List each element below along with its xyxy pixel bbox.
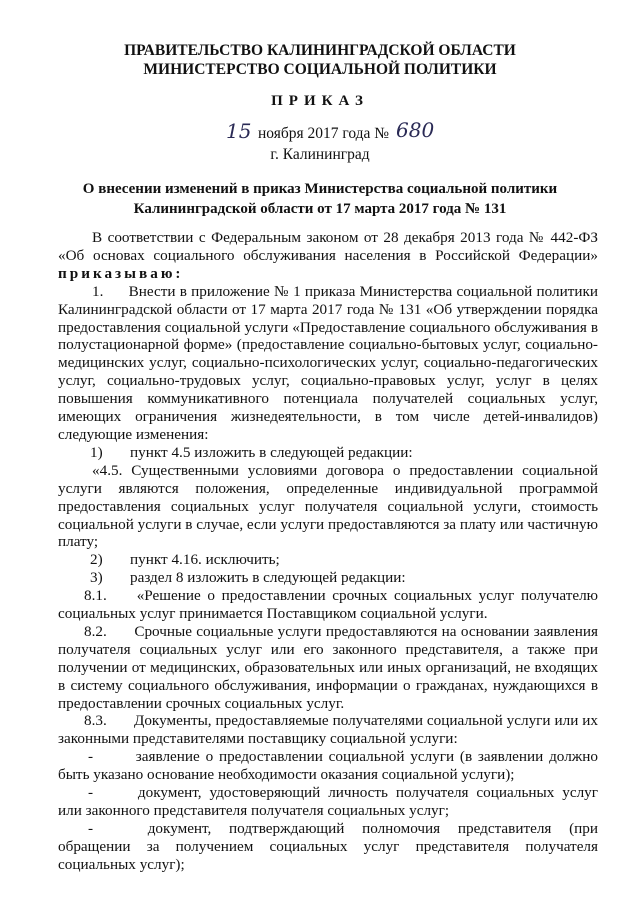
paragraph-8-1 (58, 587, 598, 623)
dash-item-3 (58, 820, 598, 874)
subitem-2-text: пункт 4.16. исключить; (130, 551, 280, 569)
ministry-name: МИНИСТЕРСТВО СОЦИАЛЬНОЙ ПОЛИТИКИ (143, 61, 497, 78)
paragraph-8-2-text: Срочные социальные услуги предоставляются на основании заявления получателя социальных услуг или его законного представителя, а также при получении от медицинских, образовательных или иных организаций, не входящих в систему социального обслуживания, информации о гражданах, нуждающихся в предоставлении срочных социальных услуг. (58, 622, 598, 712)
paragraph-1 (58, 283, 598, 444)
paragraph-8-3-number: 8.3. (84, 712, 107, 730)
date-text: ноября 2017 года № (258, 125, 390, 142)
dash-item-2 (58, 784, 598, 820)
city: г. Калининград (270, 146, 370, 163)
subitem-3 (58, 569, 598, 587)
paragraph-1-text: Внести в приложение № 1 приказа Министерства социальной политики Калининградской области от 17 марта 2017 года № 131 «Об утверждении порядка предоставления социальной услуги «Предоставление социального обслуживания в полустационарной форме» (предоставление социально-бытовых услуг, социально-медицинских услуг, социально-психологических услуг, социально-педагогических услуг, социально-трудовых услуг, социально-правовых услуг, услуг в целях повышения коммуникативного потенциала получателей социальных услуг, имеющих ограничения жизнедеятельности, в том числе детей-инвалидов) следующие изменения: (58, 282, 598, 443)
subitem-1-number: 1) (90, 443, 103, 461)
document-body (58, 229, 598, 874)
order-word: приказываю: (58, 264, 184, 282)
paragraph-1-number: 1. (92, 282, 104, 300)
subitem-1-text: пункт 4.5 изложить в следующей редакции: (130, 443, 413, 461)
paragraph-8-1-text: «Решение о предоставлении срочных социальных услуг получателю социальных услуг принимается Поставщиком социальной услуги. (58, 587, 599, 623)
government-name: ПРАВИТЕЛЬСТВО КАЛИНИНГРАДСКОЙ ОБЛАСТИ (124, 42, 516, 59)
dash-item-1 (58, 748, 598, 784)
paragraph-8-2 (58, 623, 598, 713)
subitem-2-number: 2) (90, 551, 103, 569)
dash-item-2-mark: - (88, 784, 94, 802)
preamble-text: В соответствии с Федеральным законом от 28 декабря 2013 года № 442-ФЗ «Об основах социального обслуживания населения в Российской Федерации» (58, 229, 598, 264)
title-line-2: Калининградской области от 17 марта 2017 года № 131 (133, 201, 507, 217)
subitem-3-number: 3) (90, 569, 103, 587)
subitem-3-text: раздел 8 изложить в следующей редакции: (130, 569, 406, 587)
preamble (58, 229, 598, 283)
quote-4-5: «4.5. Существенными условиями договора о предоставлении социальной услуги являются положения, определенные индивидуальной программой предоставления социальных услуг получателя социальной услуги, стоимость социальной услуги в случае, если услуги предоставляются за плату или частичную плату; (58, 461, 598, 551)
document-type: ПРИКАЗ (271, 93, 369, 109)
subitem-1 (58, 444, 598, 462)
dash-item-1-mark: - (88, 748, 94, 766)
subitem-2 (58, 551, 598, 569)
paragraph-8-3-text: Документы, предоставляемые получателями социальной услуги или их законными представителями поставщику социальной услуги: (58, 712, 598, 748)
title-line-1: О внесении изменений в приказ Министерства социальной политики (82, 181, 558, 197)
paragraph-8-2-number: 8.2. (84, 622, 107, 640)
document-title (0, 179, 640, 219)
paragraph-8-3 (58, 712, 598, 748)
dash-item-3-text: документ, подтверждающий полномочия представителя (при обращении за получением социальных услуг представителя получателя социальных услуг); (58, 819, 598, 873)
handwritten-number: 680 (396, 118, 435, 142)
handwritten-day: 15 (226, 119, 252, 143)
paragraph-8-1-number: 8.1. (84, 587, 107, 605)
dash-item-2-text: документ, удостоверяющий личность получателя социальных услуг или законного представителя получателя социальных услуг; (58, 784, 598, 819)
dash-item-3-mark: - (88, 819, 94, 837)
dash-item-1-text: заявление о предоставлении социальной услуги (в заявлении должно быть указано основание необходимости оказания социальной услуги); (58, 748, 598, 784)
